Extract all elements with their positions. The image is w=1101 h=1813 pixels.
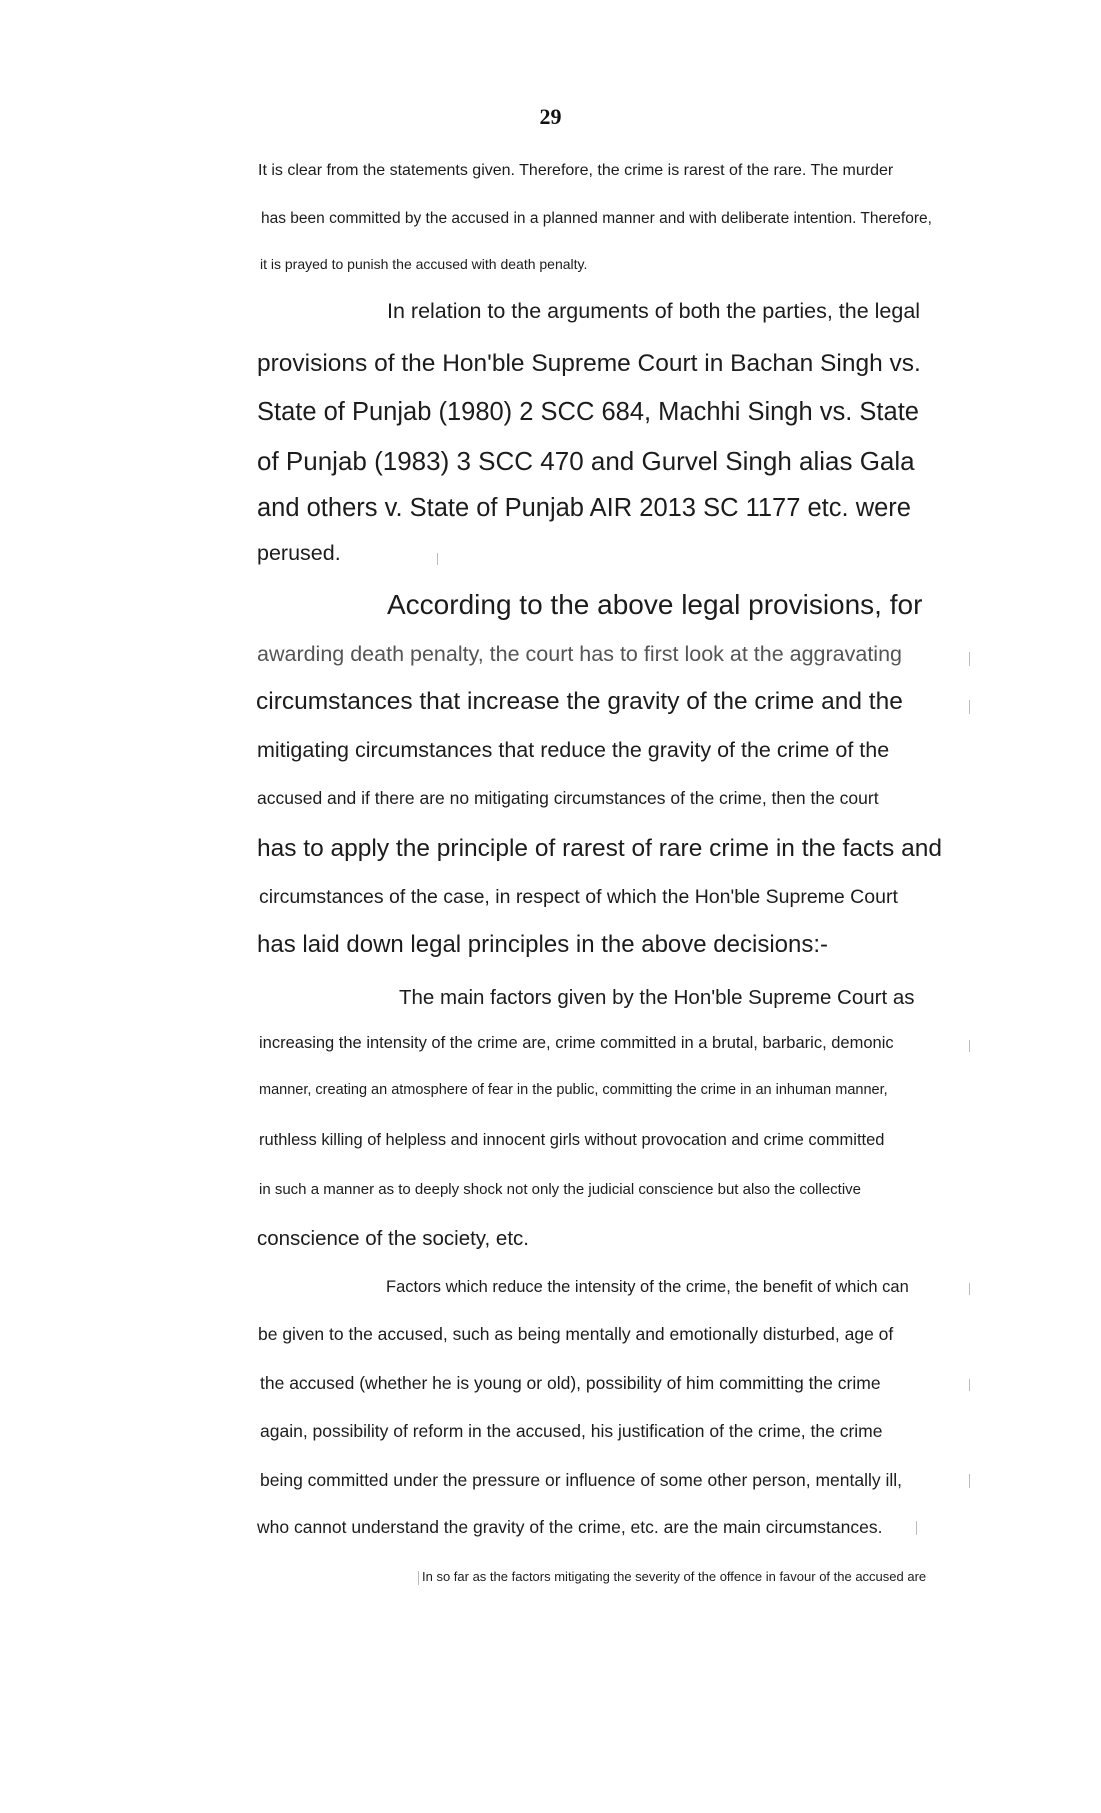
text-line: has to apply the principle of rarest of rare crime in the facts and <box>257 835 942 862</box>
text-line: awarding death penalty, the court has to first look at the aggravating <box>257 642 902 666</box>
text-line: State of Punjab (1980) 2 SCC 684, Machhi Singh vs. State <box>257 398 919 426</box>
text-line: In relation to the arguments of both the parties, the legal <box>387 299 921 323</box>
scan-mark <box>969 1379 970 1391</box>
text-line: It is clear from the statements given. Therefore, the crime is rarest of the rare. The murder <box>258 162 894 179</box>
text-line: of Punjab (1983) 3 SCC 470 and Gurvel Singh alias Gala <box>257 446 915 476</box>
text-line: accused and if there are no mitigating circumstances of the crime, then the court <box>257 788 879 808</box>
text-line: the accused (whether he is young or old), possibility of him committing the crime <box>260 1373 881 1393</box>
scan-mark <box>969 1283 970 1295</box>
text-line: The main factors given by the Hon'ble Supreme Court as <box>399 986 915 1009</box>
text-line: ruthless killing of helpless and innocent girls without provocation and crime committed <box>259 1131 885 1149</box>
text-line: perused. <box>257 541 341 565</box>
text-line: increasing the intensity of the crime are, crime committed in a brutal, barbaric, demonic <box>259 1034 894 1052</box>
text-line: conscience of the society, etc. <box>257 1227 529 1250</box>
text-line: who cannot understand the gravity of the crime, etc. are the main circumstances. <box>257 1517 883 1537</box>
text-line: provisions of the Hon'ble Supreme Court in Bachan Singh vs. <box>257 350 921 377</box>
scan-mark <box>969 1040 970 1052</box>
page-number: 29 <box>539 104 562 129</box>
text-line: again, possibility of reform in the accused, his justification of the crime, the crime <box>260 1421 883 1441</box>
text-line: Factors which reduce the intensity of the crime, the benefit of which can <box>386 1278 909 1296</box>
text-line: mitigating circumstances that reduce the gravity of the crime of the <box>257 738 890 762</box>
text-line: manner, creating an atmosphere of fear in the public, committing the crime in an inhuman manner, <box>259 1082 888 1098</box>
text-line: it is prayed to punish the accused with death penalty. <box>260 256 588 272</box>
text-line: circumstances that increase the gravity of the crime and the <box>256 688 903 715</box>
text-line: In so far as the factors mitigating the severity of the offence in favour of the accused are <box>422 1569 927 1584</box>
text-line: According to the above legal provisions, for <box>387 589 923 620</box>
text-line: being committed under the pressure or influence of some other person, mentally ill, <box>260 1470 902 1490</box>
text-line: has laid down legal principles in the above decisions:- <box>257 931 829 958</box>
text-line: be given to the accused, such as being mentally and emotionally disturbed, age of <box>258 1324 894 1344</box>
scan-mark <box>916 1521 917 1535</box>
scan-mark <box>418 1571 419 1585</box>
text-line: and others v. State of Punjab AIR 2013 SC 1177 etc. were <box>257 494 911 522</box>
text-line: has been committed by the accused in a planned manner and with deliberate intention. Therefore, <box>261 210 932 227</box>
scan-mark <box>969 700 970 714</box>
scan-mark <box>969 652 970 666</box>
text-line: in such a manner as to deeply shock not only the judicial conscience but also the collective <box>259 1181 862 1198</box>
scan-mark <box>969 1474 970 1488</box>
scan-mark <box>437 553 438 565</box>
text-line: circumstances of the case, in respect of which the Hon'ble Supreme Court <box>259 886 898 908</box>
